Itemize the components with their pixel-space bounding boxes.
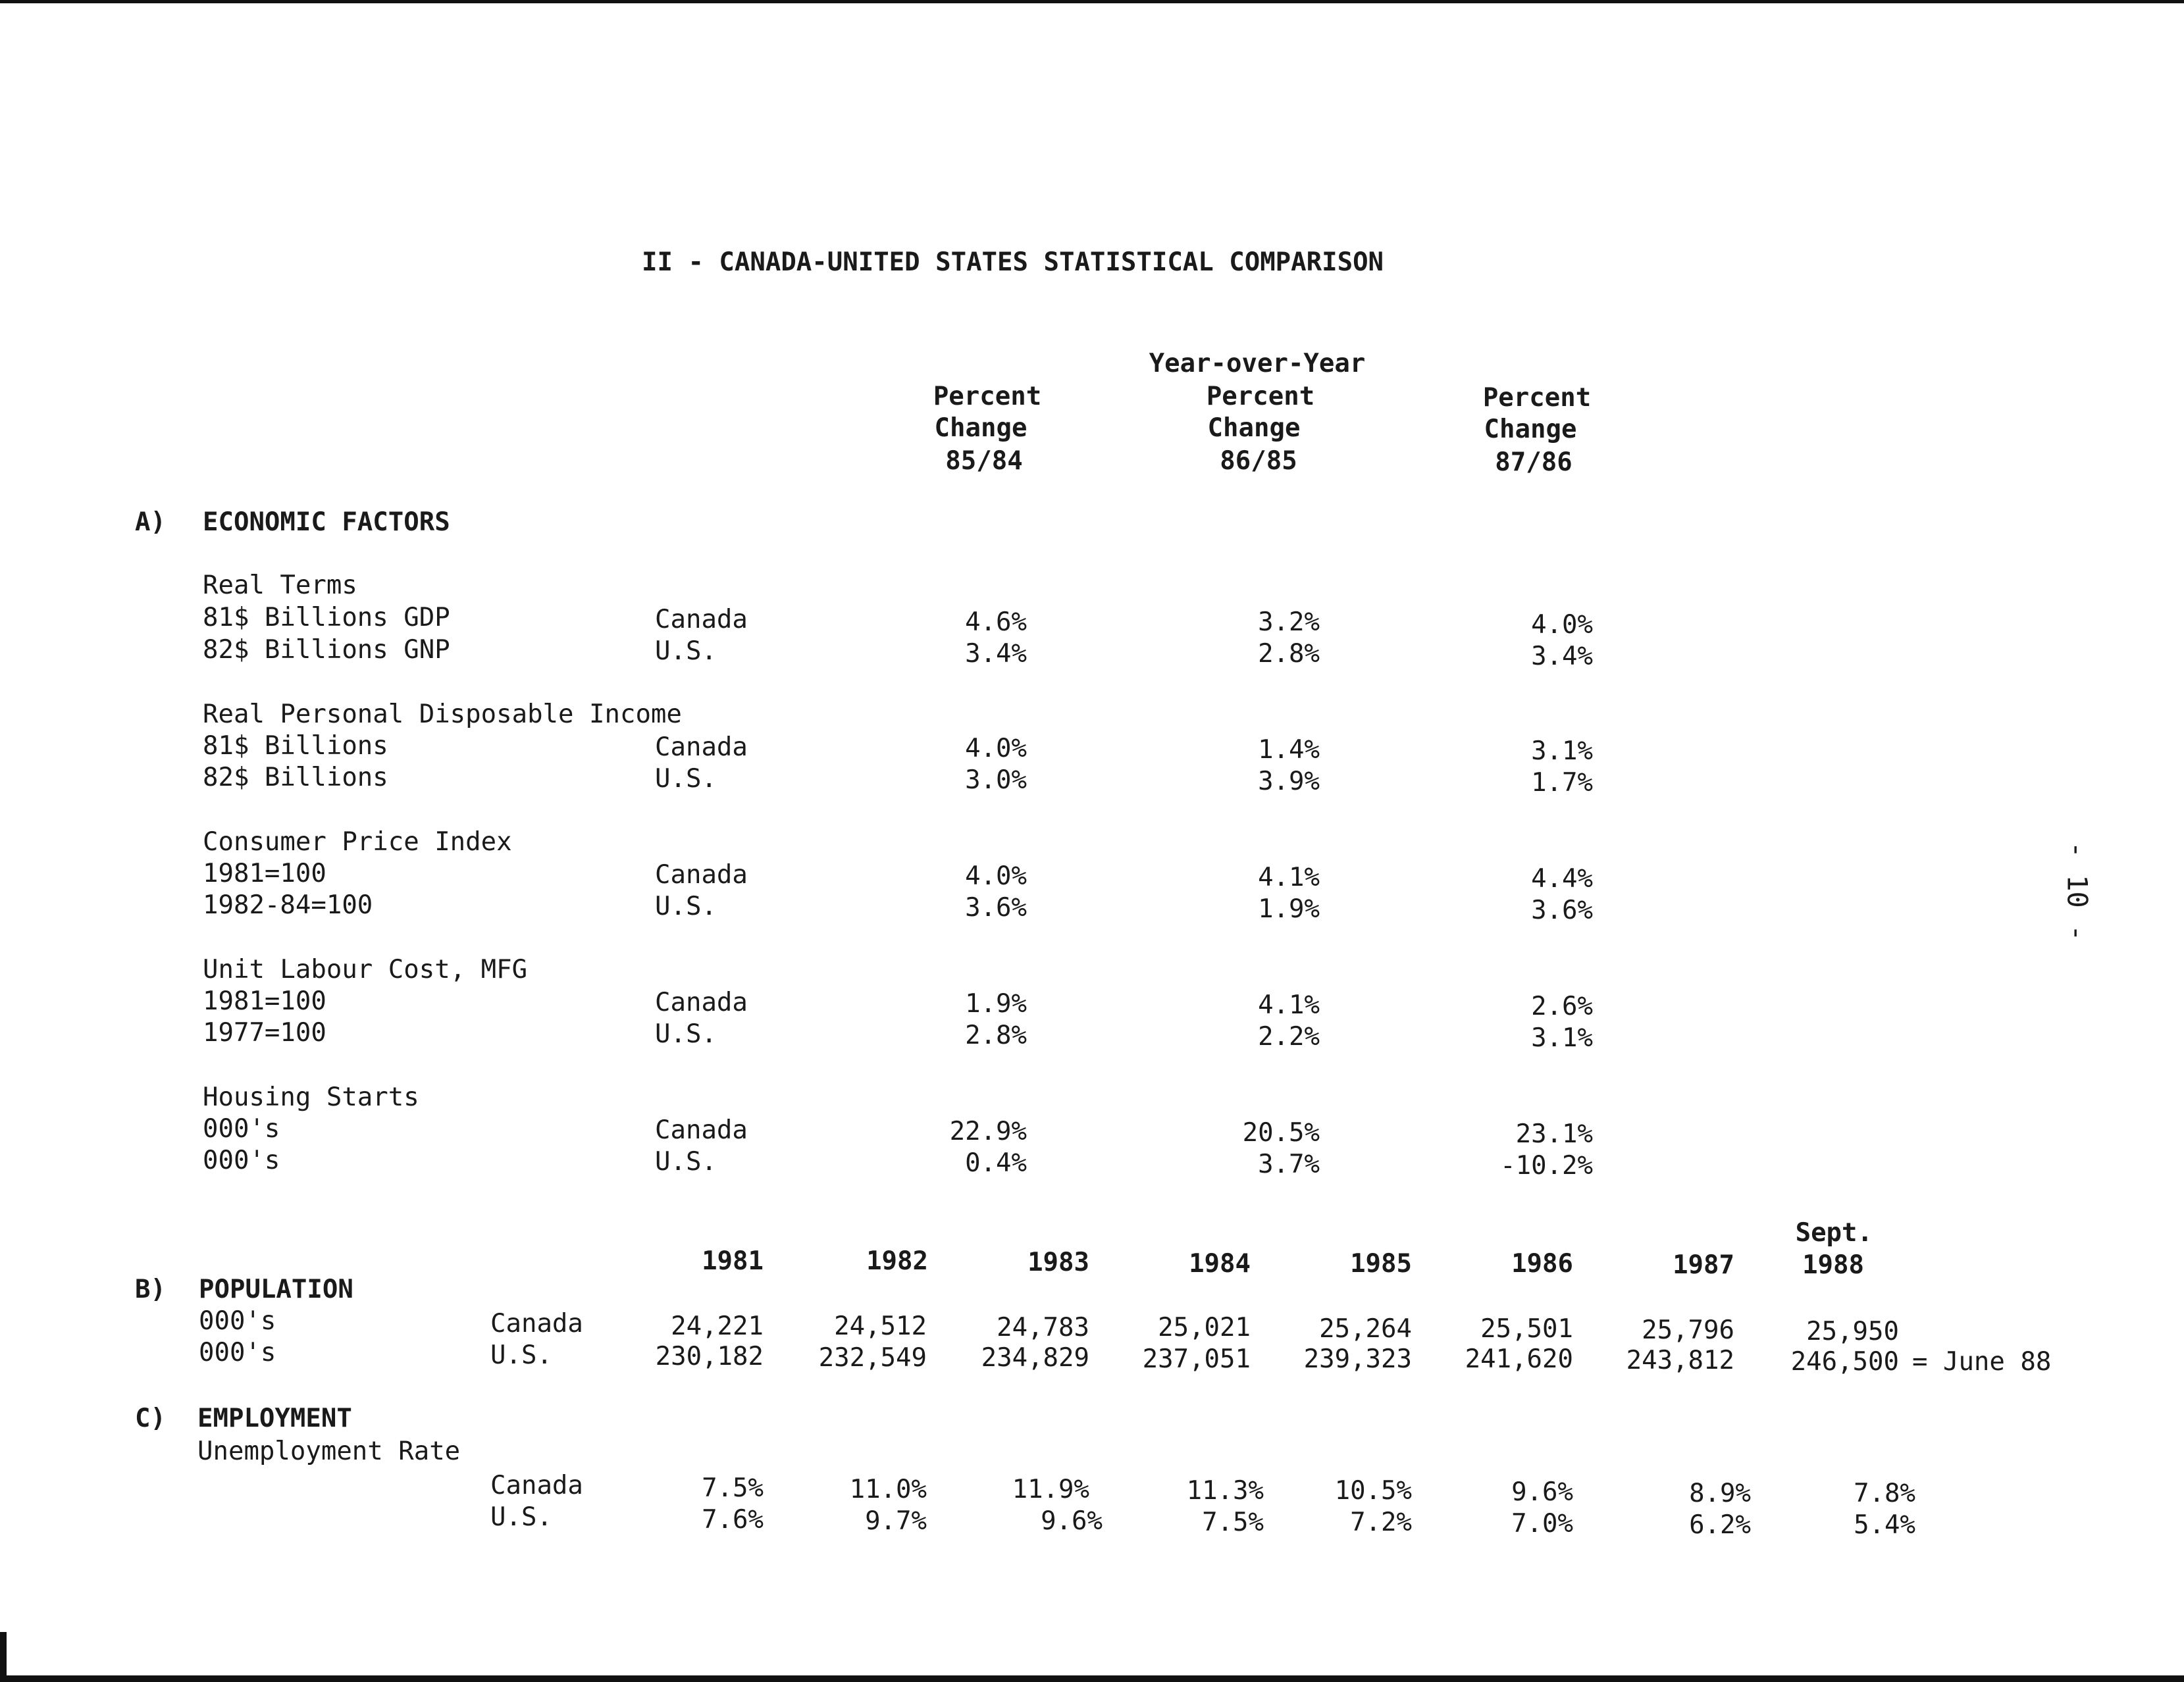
- cell-value: 3.9%: [1258, 767, 1320, 796]
- scan-border-left: [0, 1632, 7, 1682]
- group-title: Housing Starts: [203, 1083, 419, 1112]
- cell-value: 10.5%: [1334, 1476, 1412, 1506]
- cell-value: 23.1%: [1515, 1119, 1593, 1149]
- section-a-title: ECONOMIC FACTORS: [203, 507, 450, 537]
- cell-value: 246,500: [1790, 1347, 1899, 1377]
- cell-value: 7.0%: [1511, 1509, 1573, 1539]
- row-country: U.S.: [655, 764, 717, 794]
- cell-value: 3.6%: [965, 893, 1027, 923]
- cell-value: 4.4%: [1531, 864, 1593, 894]
- group-title: Consumer Price Index: [203, 827, 512, 857]
- cell-value: 22.9%: [949, 1117, 1027, 1146]
- cell-value: 11.9%: [1012, 1475, 1089, 1504]
- cell-value: 4.6%: [965, 607, 1027, 637]
- section-b-letter: B): [135, 1275, 166, 1304]
- cell-value: 7.5%: [702, 1473, 764, 1503]
- cell-value: 6.2%: [1689, 1510, 1751, 1540]
- scan-border-top: [0, 0, 2184, 3]
- cell-value: 241,620: [1465, 1344, 1573, 1374]
- row-country: U.S.: [490, 1340, 552, 1370]
- row-country: U.S.: [655, 1019, 717, 1049]
- row-country: U.S.: [490, 1502, 552, 1532]
- year-header-sept: Sept.: [1795, 1218, 1873, 1248]
- header-col1-line3: 85/84: [945, 446, 1023, 476]
- header-col2-line2: Change: [1207, 413, 1301, 443]
- cell-value: 2.2%: [1258, 1022, 1320, 1052]
- cell-value: 3.4%: [965, 639, 1027, 669]
- cell-value: 1.9%: [1258, 894, 1320, 924]
- cell-value: 3.1%: [1531, 736, 1593, 766]
- cell-value: 2.8%: [1258, 639, 1320, 669]
- cell-value: 11.0%: [849, 1475, 927, 1504]
- cell-value: 8.9%: [1689, 1479, 1751, 1508]
- cell-value: 3.2%: [1258, 607, 1320, 637]
- row-label: 1977=100: [203, 1018, 326, 1048]
- row-label: 81$ Billions GDP: [203, 603, 450, 632]
- year-header: 1987: [1673, 1250, 1734, 1280]
- header-col3-line1: Percent: [1482, 383, 1592, 413]
- cell-value: 3.4%: [1531, 642, 1593, 671]
- row-country: Canada: [490, 1309, 583, 1338]
- group-title: Real Terms: [203, 571, 357, 600]
- cell-value: 24,221: [671, 1312, 764, 1341]
- section-c-letter: C): [135, 1404, 166, 1433]
- cell-value: 243,812: [1626, 1346, 1734, 1375]
- cell-value: 230,182: [655, 1342, 764, 1371]
- row-label: 000's: [203, 1114, 280, 1144]
- cell-value: 1.4%: [1258, 735, 1320, 765]
- cell-value: 4.1%: [1258, 990, 1320, 1020]
- cell-value: 234,829: [981, 1343, 1089, 1373]
- cell-value: 7.2%: [1350, 1508, 1412, 1537]
- row-label: 000's: [199, 1306, 276, 1336]
- cell-value: 24,512: [834, 1312, 927, 1341]
- row-label: 82$ Billions: [203, 763, 388, 792]
- cell-value: 3.0%: [965, 765, 1027, 795]
- group-title: Real Personal Disposable Income: [203, 700, 682, 729]
- header-col1-line2: Change: [934, 413, 1027, 443]
- cell-value: 25,796: [1642, 1315, 1734, 1345]
- cell-value: 25,501: [1480, 1314, 1573, 1344]
- document-title: II - CANADA-UNITED STATES STATISTICAL COMPARISON: [642, 247, 1384, 277]
- row-country: Canada: [655, 732, 748, 762]
- cell-value: 20.5%: [1242, 1118, 1320, 1148]
- header-col1-line1: Percent: [933, 382, 1042, 411]
- year-header: 1981: [702, 1246, 764, 1276]
- row-label: 1981=100: [203, 986, 326, 1016]
- row-country: Canada: [655, 988, 748, 1017]
- cell-value: 9.7%: [865, 1506, 927, 1536]
- row-label: 1982-84=100: [203, 890, 373, 920]
- cell-value: 239,323: [1303, 1344, 1412, 1374]
- cell-value: 3.1%: [1531, 1023, 1593, 1053]
- cell-value: 5.4%: [1854, 1510, 1915, 1540]
- cell-value: 7.5%: [1202, 1508, 1264, 1537]
- header-col2-line1: Percent: [1206, 382, 1315, 411]
- header-year-over-year: Year-over-Year: [1149, 349, 1366, 378]
- cell-value: 25,950: [1806, 1317, 1899, 1346]
- header-col3-line2: Change: [1484, 415, 1577, 444]
- cell-value: 2.6%: [1531, 992, 1593, 1021]
- cell-value: 4.0%: [1531, 610, 1593, 640]
- year-header: 1983: [1027, 1248, 1089, 1277]
- header-col3-line3: 87/86: [1495, 447, 1573, 477]
- cell-value: 237,051: [1142, 1344, 1251, 1374]
- row-label: 1981=100: [203, 859, 326, 888]
- cell-value: 25,264: [1319, 1314, 1412, 1344]
- row-label: 000's: [199, 1338, 276, 1367]
- cell-value: 3.6%: [1531, 896, 1593, 925]
- year-header: 1984: [1189, 1249, 1251, 1279]
- row-country: U.S.: [655, 1147, 717, 1177]
- cell-value: 4.0%: [965, 734, 1027, 763]
- cell-value: -10.2%: [1500, 1151, 1593, 1181]
- cell-value: 9.6%: [1511, 1477, 1573, 1507]
- year-header: 1982: [866, 1246, 928, 1276]
- cell-value: 7.6%: [702, 1505, 764, 1535]
- cell-value: 3.7%: [1258, 1150, 1320, 1179]
- row-country: Canada: [655, 860, 748, 890]
- cell-value: 24,783: [997, 1313, 1089, 1342]
- section-a-letter: A): [135, 507, 166, 537]
- page-number: - 10 -: [2061, 841, 2094, 942]
- cell-value: 9.6%: [1041, 1506, 1103, 1536]
- cell-value: 232,549: [818, 1343, 927, 1373]
- section-c-title: EMPLOYMENT: [197, 1404, 352, 1433]
- row-country: U.S.: [655, 892, 717, 921]
- row-label: 81$ Billions: [203, 731, 388, 761]
- section-b-title: POPULATION: [199, 1275, 353, 1304]
- year-header: 1985: [1350, 1249, 1412, 1279]
- cell-value: 0.4%: [965, 1148, 1027, 1178]
- population-note: = June 88: [1912, 1347, 2052, 1377]
- cell-value: 11.3%: [1186, 1476, 1264, 1506]
- scan-border-bottom: [0, 1675, 2184, 1682]
- cell-value: 4.0%: [965, 861, 1027, 891]
- cell-value: 1.9%: [965, 989, 1027, 1019]
- row-country: Canada: [655, 605, 748, 634]
- row-label: 82$ Billions GNP: [203, 635, 450, 665]
- row-label: 000's: [203, 1146, 280, 1175]
- row-country: Canada: [490, 1471, 583, 1500]
- cell-value: 7.8%: [1854, 1479, 1915, 1508]
- section-c-subtitle: Unemployment Rate: [197, 1437, 461, 1466]
- cell-value: 2.8%: [965, 1021, 1027, 1050]
- group-title: Unit Labour Cost, MFG: [203, 955, 528, 984]
- cell-value: 1.7%: [1531, 768, 1593, 798]
- cell-value: 25,021: [1158, 1313, 1251, 1342]
- header-col2-line3: 86/85: [1220, 446, 1297, 476]
- year-header: 1986: [1511, 1249, 1573, 1279]
- cell-value: 4.1%: [1258, 863, 1320, 892]
- year-header: 1988: [1802, 1250, 1864, 1280]
- row-country: Canada: [655, 1115, 748, 1145]
- row-country: U.S.: [655, 636, 717, 666]
